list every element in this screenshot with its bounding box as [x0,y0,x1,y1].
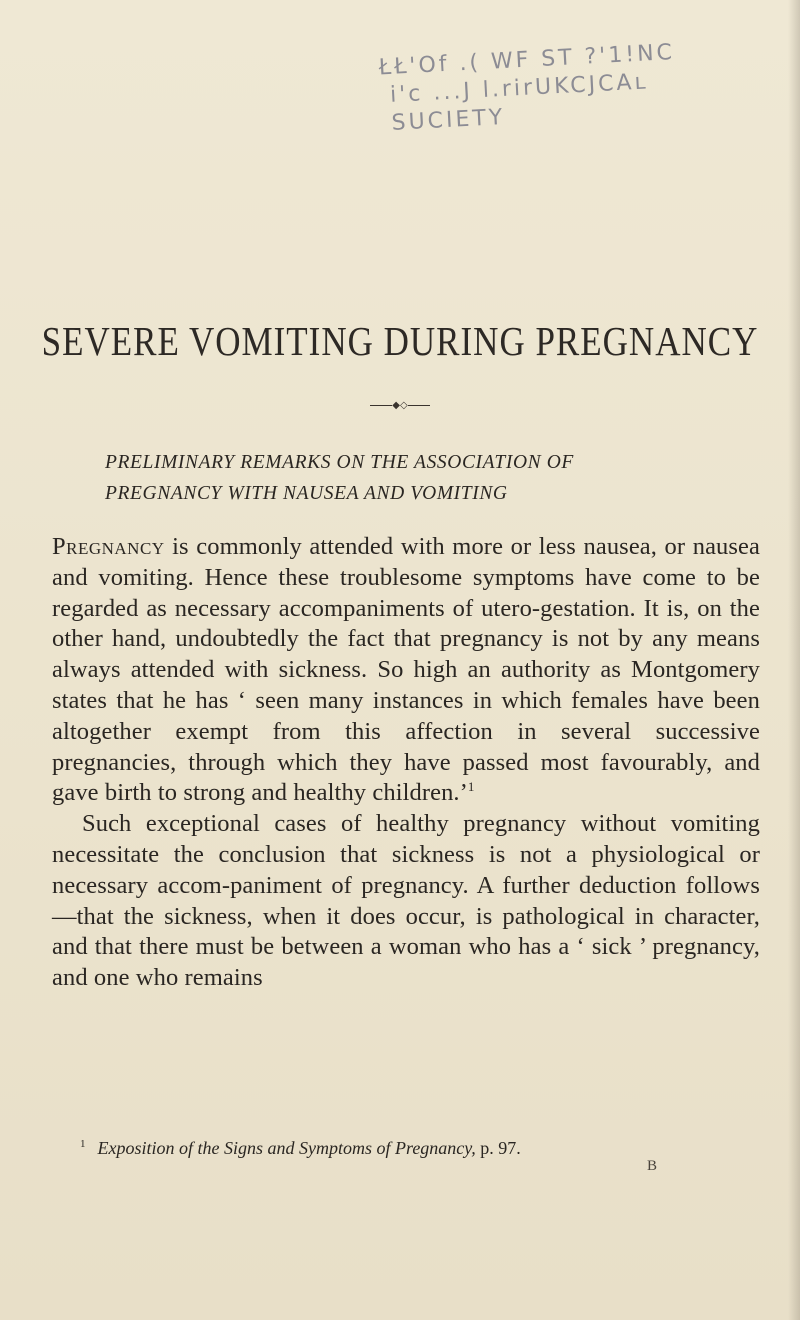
subheading [105,447,755,509]
subheading-line-2: PREGNANCY WITH NAUSEA AND VOMITING [105,483,508,504]
library-stamp [378,36,742,139]
subheading-line-1: PRELIMINARY REMARKS ON THE ASSOCIATION OF [105,452,574,473]
signature-mark: B [647,1158,658,1174]
footnote-title: Exposition of the Signs and Symptoms of Pregnancy, [97,1138,476,1158]
footnote-number: 1 [80,1138,86,1150]
stamp-line-2: i'c ...J l.rirUKCJCAʟ SUCIETY [389,69,650,136]
paragraph-1-text: is commonly attended with more or less nausea, or nausea and vomiting. Hence these troublesome symptoms have come to be regarded as necessary accompaniments of utero-gestation. It is, on the other hand, undoubtedly the fact that pregnancy is not by any means always attended with sickness. So high an authority as Montgomery states that he has ‘ seen many instances in which females have been altogether exempt from this affection in several successive pregnancies, through which they have passed most favourably, and gave birth to strong and healthy children.’ [52,533,760,807]
paragraph-1 [52,532,760,809]
stamp-line-1: ŁŁ'Of .( WF ST ?'1!NC [378,39,676,81]
footnote [80,1132,760,1160]
footnote-page: p. 97. [475,1138,521,1158]
body-text [52,532,760,994]
footnote-reference: 1 [467,779,475,795]
paragraph-2: Such exceptional cases of healthy pregnancy without vomiting necessitate the conclusion that sickness is not a physiological or necessary accom-paniment of pregnancy. A further deduction follows —that the sickness, when it does occur, is pathological in character, and that there must be between a woman who has a ‘ sick ’ pregnancy, and one who remains [52,810,760,992]
paragraph-lead-word: Pregnancy [52,533,165,560]
page-edge-shadow [788,0,800,1320]
ornament-divider: ◆◇ [0,400,800,411]
chapter-title: SEVERE VOMITING DURING PREGNANCY [41,318,759,365]
